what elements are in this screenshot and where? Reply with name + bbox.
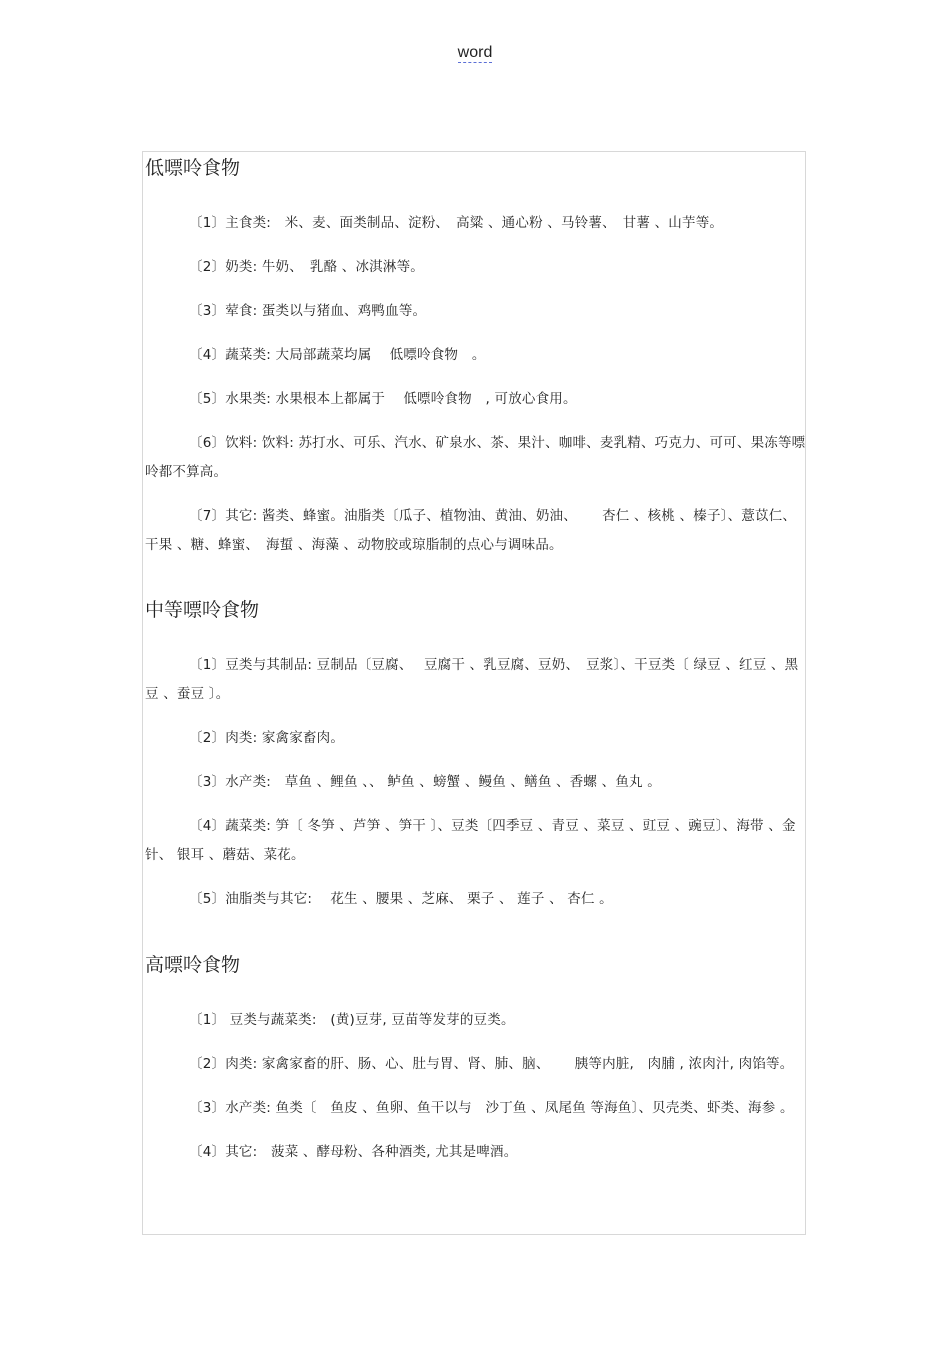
list-item: 〔4〕蔬菜类: 笋〔 冬笋 、芦笋 、笋干 〕、豆类〔四季豆 、青豆 、菜豆 、豇豆 、豌豆〕、海带 、金针、 银耳 、蘑菇、菜花。 bbox=[145, 818, 796, 863]
list-item: 〔5〕水果类: 水果根本上都属于 低嘌呤食物 , 可放心食用。 bbox=[189, 391, 577, 407]
section-high-purine bbox=[145, 951, 807, 1167]
list-item: 〔7〕其它: 酱类、蜂蜜。油脂类〔瓜子、植物油、黄油、奶油、 杏仁 、核桃 、榛子〕、薏苡仁、 干果 、糖、蜂蜜、 海蜇 、海藻 、动物胶或琼脂制的点心与调味品。 bbox=[145, 508, 804, 553]
list-item: 〔1〕豆类与其制品: 豆制品〔豆腐、 豆腐干 、乳豆腐、豆奶、 豆浆〕、干豆类〔 绿豆 、红豆 、黑豆 、蚕豆 〕。 bbox=[145, 657, 799, 702]
list-item: 〔4〕蔬菜类: 大局部蔬菜均属 低嘌呤食物 。 bbox=[189, 347, 486, 363]
list-item: 〔2〕奶类: 牛奶、 乳酪 、冰淇淋等。 bbox=[189, 259, 424, 275]
list-item: 〔5〕油脂类与其它: 花生 、腰果 、芝麻、 栗子 、 莲子 、 杏仁 。 bbox=[189, 891, 613, 907]
section-heading: 中等嘌呤食物 bbox=[145, 599, 260, 621]
page-header bbox=[0, 44, 950, 62]
document-body bbox=[142, 151, 806, 1235]
list-item: 〔4〕其它: 菠菜 、酵母粉、各种酒类, 尤其是啤酒。 bbox=[189, 1144, 518, 1160]
list-item: 〔3〕水产类: 草鱼 、鲤鱼 、、 鲈鱼 、螃蟹 、鳗鱼 、鳝鱼 、香螺 、鱼丸 。 bbox=[189, 774, 661, 790]
section-low-purine bbox=[145, 154, 807, 560]
list-item: 〔6〕饮料: 饮料: 苏打水、可乐、汽水、矿泉水、茶、果汁、咖啡、麦乳精、巧克力、可可、果冻等嘌呤都不算高。 bbox=[145, 435, 806, 480]
list-item: 〔2〕肉类: 家禽家畜肉。 bbox=[189, 730, 345, 746]
section-heading: 高嘌呤食物 bbox=[145, 954, 241, 976]
list-item: 〔2〕肉类: 家禽家畜的肝、肠、心、肚与胃、肾、肺、脑、 胰等内脏, 肉脯 , 浓肉汁, 肉馅等。 bbox=[189, 1056, 794, 1072]
section-medium-purine bbox=[145, 596, 807, 914]
header-title: word bbox=[457, 44, 493, 61]
list-item: 〔3〕水产类: 鱼类〔 鱼皮 、鱼卵、鱼干以与 沙丁鱼 、凤尾鱼 等海鱼〕、贝壳类、虾类、海参 。 bbox=[189, 1100, 794, 1116]
list-item: 〔3〕荤食: 蛋类以与猪血、鸡鸭血等。 bbox=[189, 303, 427, 319]
list-item: 〔1〕 豆类与蔬菜类: (黄)豆芽, 豆苗等发芽的豆类。 bbox=[189, 1012, 515, 1028]
list-item: 〔1〕主食类: 米、麦、面类制品、淀粉、 高粱 、通心粉 、马铃薯、 甘薯 、山芋等。 bbox=[189, 215, 724, 231]
section-heading: 低嘌呤食物 bbox=[145, 157, 241, 179]
